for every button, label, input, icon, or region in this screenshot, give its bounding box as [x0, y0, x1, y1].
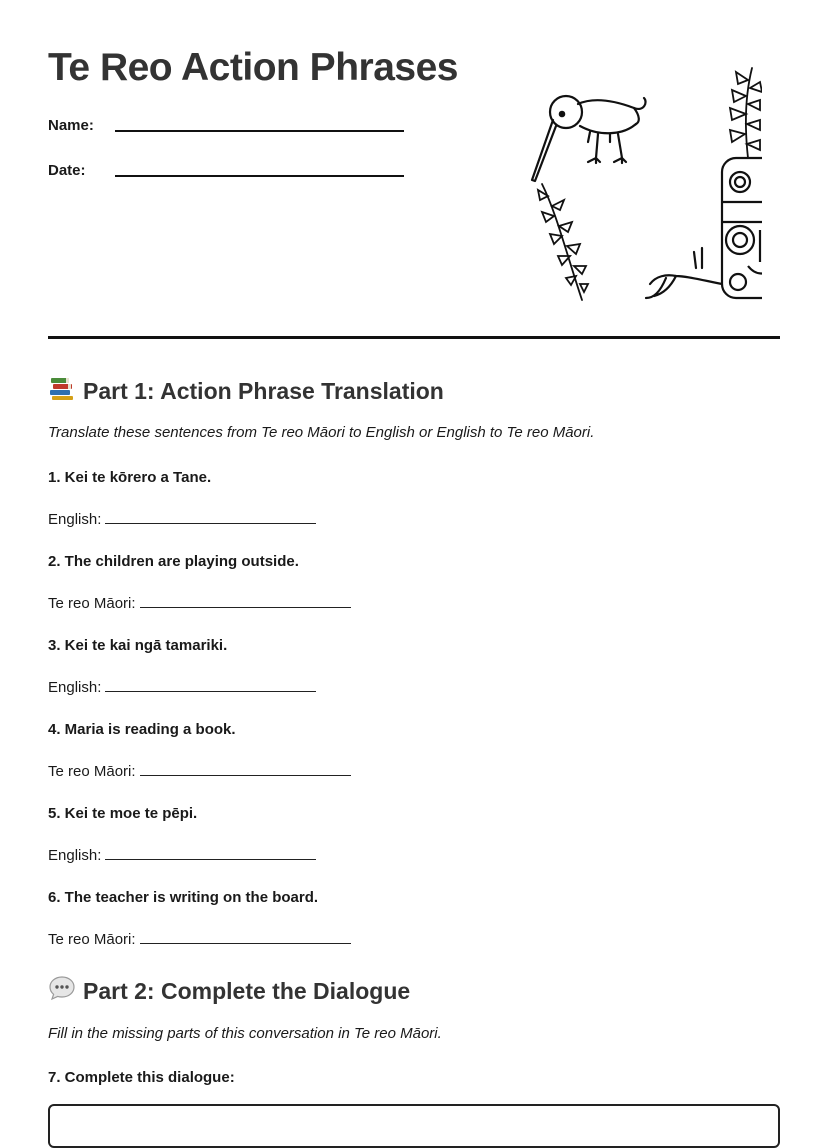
question-5: 5. Kei te moe te pēpi.	[48, 805, 198, 822]
question-3: 3. Kei te kai ngā tamariki.	[48, 637, 228, 654]
answer-1-label: English:	[48, 511, 102, 528]
answer-2[interactable]	[48, 593, 351, 612]
fern-icon	[538, 184, 588, 300]
answer-5[interactable]	[48, 845, 316, 864]
header-divider	[48, 336, 780, 339]
speech-bubble-icon	[48, 974, 76, 1002]
kiwi-foot-icon	[646, 248, 722, 298]
part2-title-text: Part 2: Complete the Dialogue	[83, 978, 411, 1004]
page-title: Te Reo Action Phrases	[48, 46, 458, 89]
dialogue-box[interactable]	[48, 1104, 780, 1148]
answer-5-blank[interactable]	[105, 845, 316, 860]
name-line[interactable]	[115, 130, 404, 132]
date-line[interactable]	[115, 175, 404, 177]
answer-2-label: Te reo Māori:	[48, 595, 136, 612]
question-4: 4. Maria is reading a book.	[48, 721, 236, 738]
question-6: 6. The teacher is writing on the board.	[48, 889, 319, 906]
question-2: 2. The children are playing outside.	[48, 553, 299, 570]
part1-title-text: Part 1: Action Phrase Translation	[83, 378, 444, 404]
name-label: Name:	[48, 117, 94, 134]
fern-icon	[730, 68, 762, 158]
maori-illustration	[526, 62, 762, 304]
part1-instructions: Translate these sentences from Te reo Māori to English or English to Te reo Māori.	[48, 424, 595, 441]
answer-4-blank[interactable]	[140, 761, 351, 776]
answer-6[interactable]	[48, 929, 351, 948]
kiwi-bird-icon	[532, 96, 646, 181]
answer-6-blank[interactable]	[140, 929, 351, 944]
answer-3[interactable]	[48, 677, 316, 696]
answer-5-label: English:	[48, 847, 102, 864]
answer-2-blank[interactable]	[140, 593, 351, 608]
part2-instructions: Fill in the missing parts of this conversation in Te reo Māori.	[48, 1025, 442, 1042]
tiki-carving-icon	[722, 158, 762, 298]
answer-3-label: English:	[48, 679, 102, 696]
books-emoji-icon	[48, 374, 76, 402]
question-1: 1. Kei te kōrero a Tane.	[48, 469, 212, 486]
answer-3-blank[interactable]	[105, 677, 316, 692]
answer-6-label: Te reo Māori:	[48, 931, 136, 948]
question-7: 7. Complete this dialogue:	[48, 1069, 235, 1086]
answer-1[interactable]	[48, 509, 316, 528]
answer-4[interactable]	[48, 761, 351, 780]
part1-title	[48, 374, 444, 405]
part2-title	[48, 974, 410, 1005]
answer-1-blank[interactable]	[105, 509, 316, 524]
answer-4-label: Te reo Māori:	[48, 763, 136, 780]
date-label: Date:	[48, 162, 86, 179]
